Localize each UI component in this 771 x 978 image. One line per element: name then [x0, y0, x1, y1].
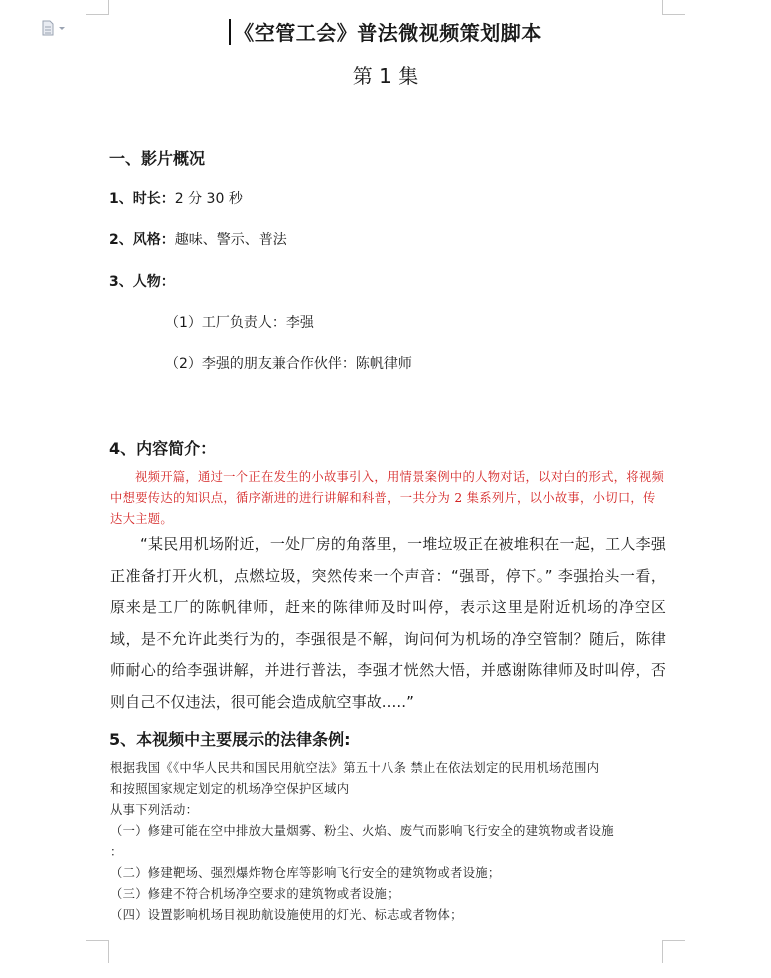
style-value: 趣味、警示、普法 [174, 232, 287, 248]
law-line: 和按照国家规定划定的机场净空保护区域内 [110, 782, 350, 796]
document-title [0, 17, 771, 46]
law-line: （一）修建可能在空中排放大量烟雾、粉尘、火焰、废气而影响飞行安全的建筑物或者设施 [110, 824, 614, 838]
story-paragraph: “某民用机场附近，一处厂房的角落里，一堆垃圾正在被堆积在一起，工人李强正准备打开火机，点燃垃圾，突然传来一个声音：“强哥，停下。” 李强抬头一看，原来是工厂的陈帆律师，赶来的陈律师及时叫停，表示这里是附近机场的净空区域，是不允许此类行为的，李强很是不解，询问何为机场的净空管制？随后，陈律师耐心的给李强讲解，并进行普法，李强才恍然大悟，并感谢陈律师及时叫停，否则自己不仅违法，很可能会造成航空事故.....” [110, 535, 666, 711]
law-line: 从事下列活动： [110, 803, 199, 817]
page-corner-mark [662, 0, 685, 15]
character-item: （1）工厂负责人：李强 [165, 315, 314, 331]
law-line: （二）修建靶场、强烈爆炸物仓库等影响飞行安全的建筑物或者设施； [110, 866, 501, 880]
law-text-block [110, 758, 670, 926]
law-line: 根据我国《《中华人民共和国民用航空法》第五十八条 禁止在依法划定的民用机场范围内 [110, 761, 600, 775]
style-line [109, 229, 287, 249]
page-corner-mark [86, 0, 109, 15]
character-item: （2）李强的朋友兼合作伙伴：陈帆律师 [165, 356, 412, 372]
duration-label: 1、时长： [109, 191, 175, 207]
episode-label: 第 1 集 [352, 64, 419, 88]
style-label: 2、风格： [109, 232, 175, 248]
characters-label: 3、人物： [109, 274, 175, 290]
duration-line [109, 188, 243, 208]
section-heading-law: 5、本视频中主要展示的法律条例: [109, 730, 351, 749]
intro-paragraph: 视频开篇，通过一个正在发生的小故事引入，用情景案例中的人物对话，以对白的形式，将视频中想要传达的知识点，循序渐进的进行讲解和科普，一共分为 2 集系列片，以小故事，小切口，传达大主题。 [110, 470, 665, 526]
section-heading-overview: 一、影片概况 [109, 149, 206, 168]
section-heading-summary: 4、内容简介： [109, 439, 217, 458]
law-line: ： [110, 845, 123, 859]
text-cursor [229, 19, 231, 45]
document-title-text: 《空管工会》普法微视频策划脚本 [234, 21, 542, 45]
duration-value: 2 分 30 秒 [174, 191, 243, 207]
law-line: （四）设置影响机场目视助航设施使用的灯光、标志或者物体； [110, 908, 463, 922]
page-corner-mark [86, 940, 109, 963]
characters-line [109, 271, 175, 291]
page-corner-mark [662, 940, 685, 963]
law-line: （三）修建不符合机场净空要求的建筑物或者设施； [110, 887, 400, 901]
